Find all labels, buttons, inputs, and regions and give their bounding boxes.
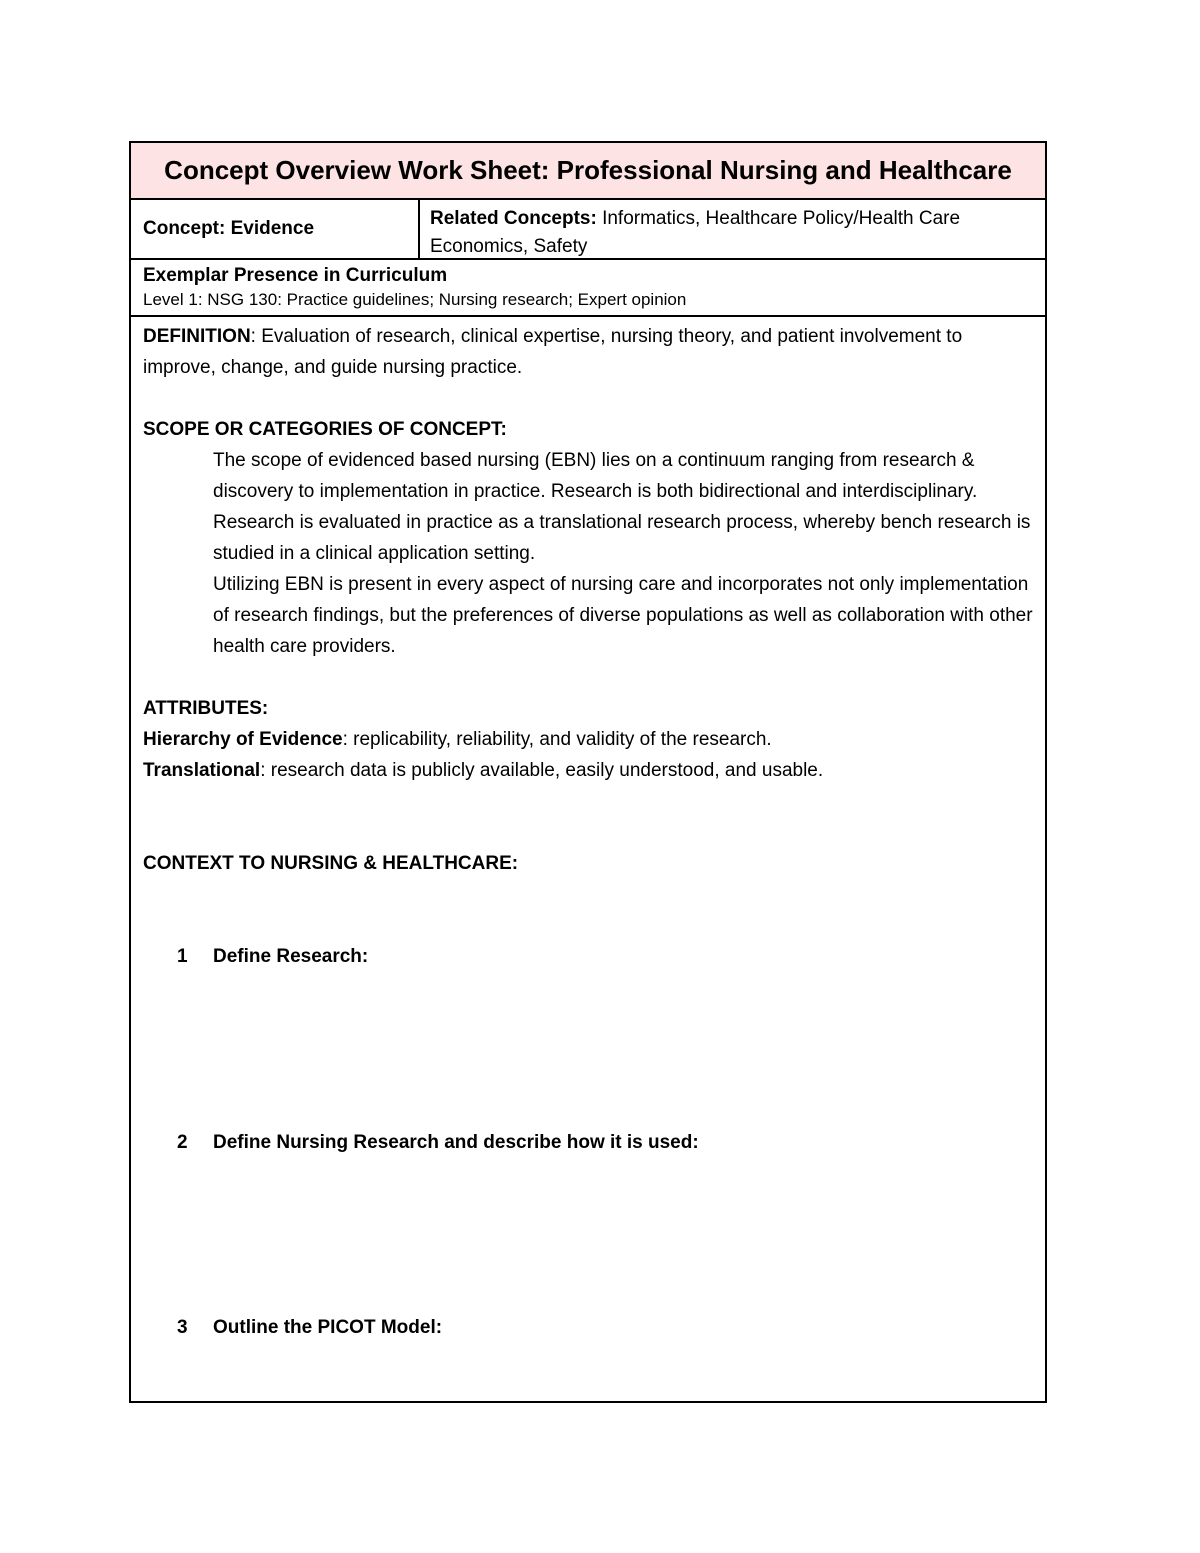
context-item (143, 1127, 1033, 1158)
related-concepts-text: Informatics, Healthcare Policy/Health Care Economics, Safety (430, 208, 961, 257)
worksheet-table (129, 141, 1047, 1403)
scope-paragraph-2: Utilizing EBN is present in every aspect of nursing care and incorporates not only implementation of research findings, but the preferences of diverse populations as well as collaboration with other health care providers. (213, 574, 1033, 657)
definition-label: DEFINITION (143, 326, 251, 347)
attribute-item (143, 724, 1033, 755)
context-heading: CONTEXT TO NURSING & HEALTHCARE: (143, 853, 519, 874)
context-item-number: 1 (177, 946, 188, 967)
context-item-number: 3 (177, 1317, 188, 1338)
context-item-text: Define Research: (213, 946, 369, 967)
scope-paragraph-1: The scope of evidenced based nursing (EBN) lies on a continuum ranging from research & discovery to implementation in practice. Research is both bidirectional and interdisciplinary. Research is evaluated in practice as a translational research process, whereby bench research is studied in a clinical application setting. (213, 450, 1031, 564)
attribute-text: : replicability, reliability, and validity of the research. (342, 729, 772, 750)
exemplar-row (131, 260, 1045, 317)
attributes-heading: ATTRIBUTES: (143, 698, 269, 719)
attribute-text: : research data is publicly available, easily understood, and usable. (260, 760, 824, 781)
context-item (143, 941, 1033, 972)
related-concepts-label: Related Concepts: (430, 208, 597, 229)
exemplar-heading: Exemplar Presence in Curriculum (143, 265, 448, 286)
context-item-number: 2 (177, 1132, 188, 1153)
context-item (143, 1312, 1033, 1343)
related-concepts (420, 200, 1045, 258)
concept-body (131, 317, 1045, 1401)
attribute-label: Translational (143, 760, 261, 781)
concept-row (131, 200, 1045, 260)
scope-heading: SCOPE OR CATEGORIES OF CONCEPT: (143, 419, 507, 440)
worksheet-title: Concept Overview Work Sheet: Professional Nursing and Healthcare (131, 143, 1045, 200)
attribute-label: Hierarchy of Evidence (143, 729, 343, 750)
definition (143, 321, 1033, 383)
attribute-item (143, 755, 1033, 786)
context-item-text: Outline the PICOT Model: (213, 1317, 443, 1338)
context-item-text: Define Nursing Research and describe how it is used: (213, 1132, 699, 1153)
definition-text: : Evaluation of research, clinical expertise, nursing theory, and patient involvement to improve, change, and guide nursing practice. (143, 326, 963, 378)
concept-name: Concept: Evidence (131, 200, 420, 258)
exemplar-detail: Level 1: NSG 130: Practice guidelines; Nursing research; Expert opinion (143, 290, 687, 309)
